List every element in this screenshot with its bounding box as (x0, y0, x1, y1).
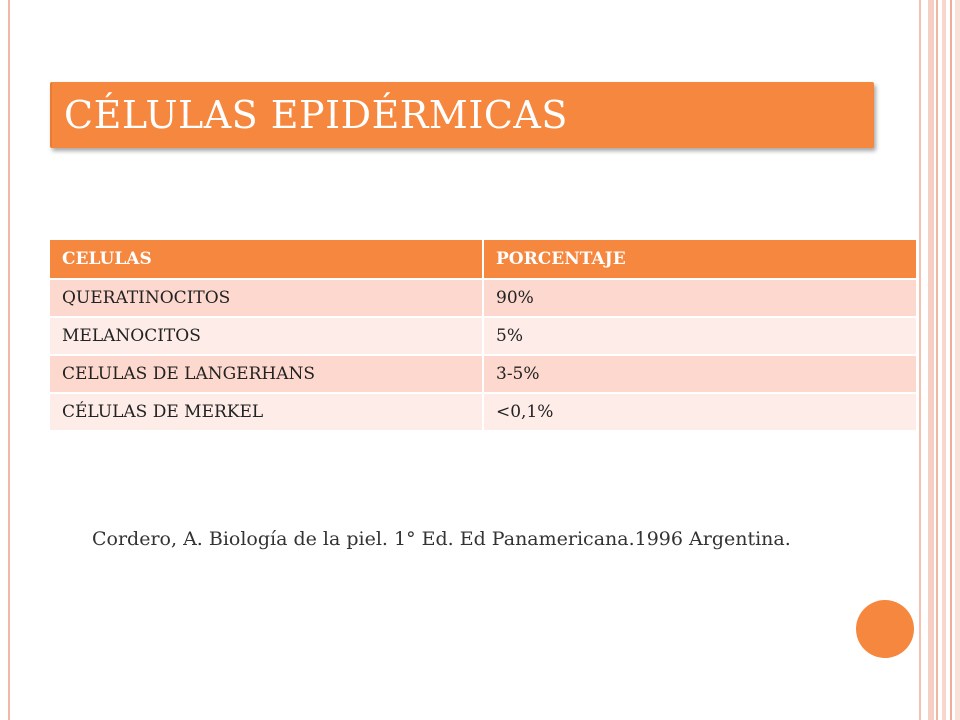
decorative-circle (856, 600, 914, 658)
column-header-cells: CELULAS (50, 240, 483, 279)
table-row (50, 355, 916, 393)
slide-title: CÉLULAS EPIDÉRMICAS (64, 93, 568, 137)
cell-type: MELANOCITOS (50, 317, 483, 355)
right-border-stripe (936, 0, 938, 720)
cell-type: CELULAS DE LANGERHANS (50, 355, 483, 393)
right-border-stripe (950, 0, 952, 720)
table-row (50, 279, 916, 317)
cell-percentage: 5% (483, 317, 916, 355)
right-border-stripe (955, 0, 960, 720)
cell-percentage: 3-5% (483, 355, 916, 393)
table-header-row (50, 240, 916, 279)
right-border-stripe (928, 0, 934, 720)
right-border-stripe (942, 0, 946, 720)
column-header-percentage: PORCENTAJE (483, 240, 916, 279)
table-row (50, 393, 916, 430)
cell-percentage: 90% (483, 279, 916, 317)
citation-text: Cordero, A. Biología de la piel. 1° Ed. Ed Panamericana.1996 Argentina. (92, 528, 791, 550)
table-row (50, 317, 916, 355)
left-border-line (8, 0, 10, 720)
cell-type: QUERATINOCITOS (50, 279, 483, 317)
cell-percentage: <0,1% (483, 393, 916, 430)
right-border-stripe (919, 0, 921, 720)
title-banner (50, 82, 874, 148)
cell-type: CÉLULAS DE MERKEL (50, 393, 483, 430)
cell-percentage-table (50, 240, 916, 430)
